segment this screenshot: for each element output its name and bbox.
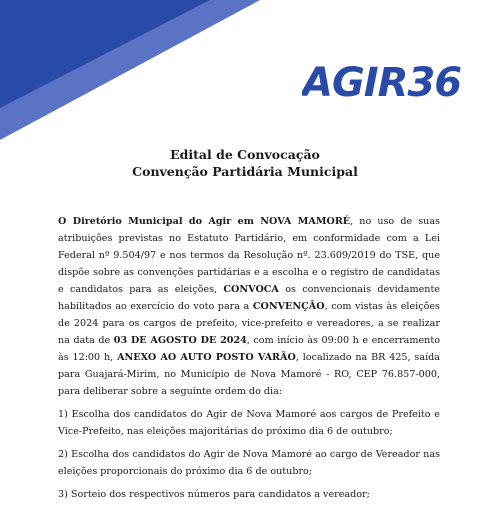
- paragraph-text-5: , localizado na BR 425, saída para Guajará-Mirim, no Município de Nova Mamoré - RO, CEP 76.857-000, para deliberar sobre a seguinte ordem do dia:: [58, 352, 441, 397]
- convocation-paragraph: [58, 213, 440, 400]
- paragraph-text-1: , no uso de suas atribuições previstas no Estatuto Partidário, em conformidade com a Lei Federal nº 9.504/97 e nos termos da Resolução nº. 23.609/2019 do TSE, que dispõe sobre as convenções partidárias e a escolha e o registro de candidatas e candidatos para as eleições,: [58, 216, 440, 295]
- paragraph-text-3: , com vistas às eleições de 2024 para os cargos de prefeito, vice-prefeito e vereadores, a se realizar na data de: [58, 301, 440, 346]
- document-subtitle: Convenção Partidária Municipal: [132, 164, 358, 179]
- convention-date: 03 DE AGOSTO DE 2024: [113, 335, 247, 346]
- paragraph-text-2: os convencionais devidamente habilitados ao exercício do voto para a: [58, 284, 440, 312]
- agenda-item: 3) Sorteio dos respectivos números para candidatos a vereador;: [58, 489, 370, 500]
- paragraph-text-4: , com início às 09:00 h e encerramento às 12:00 h,: [58, 335, 440, 363]
- agenda-item: 2) Escolha dos candidatos do Agir de Nova Mamoré ao cargo de Vereador nas eleições proporcionais do próximo dia 6 de outubro;: [58, 449, 440, 477]
- paragraph-lead: O Diretório Municipal do Agir em NOVA MAMORÉ: [58, 216, 351, 227]
- convoca-word: CONVOCA: [223, 284, 279, 295]
- convention-place: ANEXO AO AUTO POSTO VARÃO: [117, 352, 296, 363]
- convencao-word: CONVENÇÃO: [252, 301, 325, 312]
- document-title: Edital de Convocação: [170, 147, 320, 162]
- corner-decoration: [0, 0, 260, 140]
- agir36-logo: [302, 56, 478, 102]
- logo-text: AGIR36: [302, 60, 462, 102]
- document-body: [58, 213, 440, 509]
- agenda-item: 1) Escolha dos candidatos do Agir de Nova Mamoré aos cargos de Prefeito e Vice-Prefeito, nas eleições majoritárias do próximo dia 6 de outubro;: [58, 409, 440, 437]
